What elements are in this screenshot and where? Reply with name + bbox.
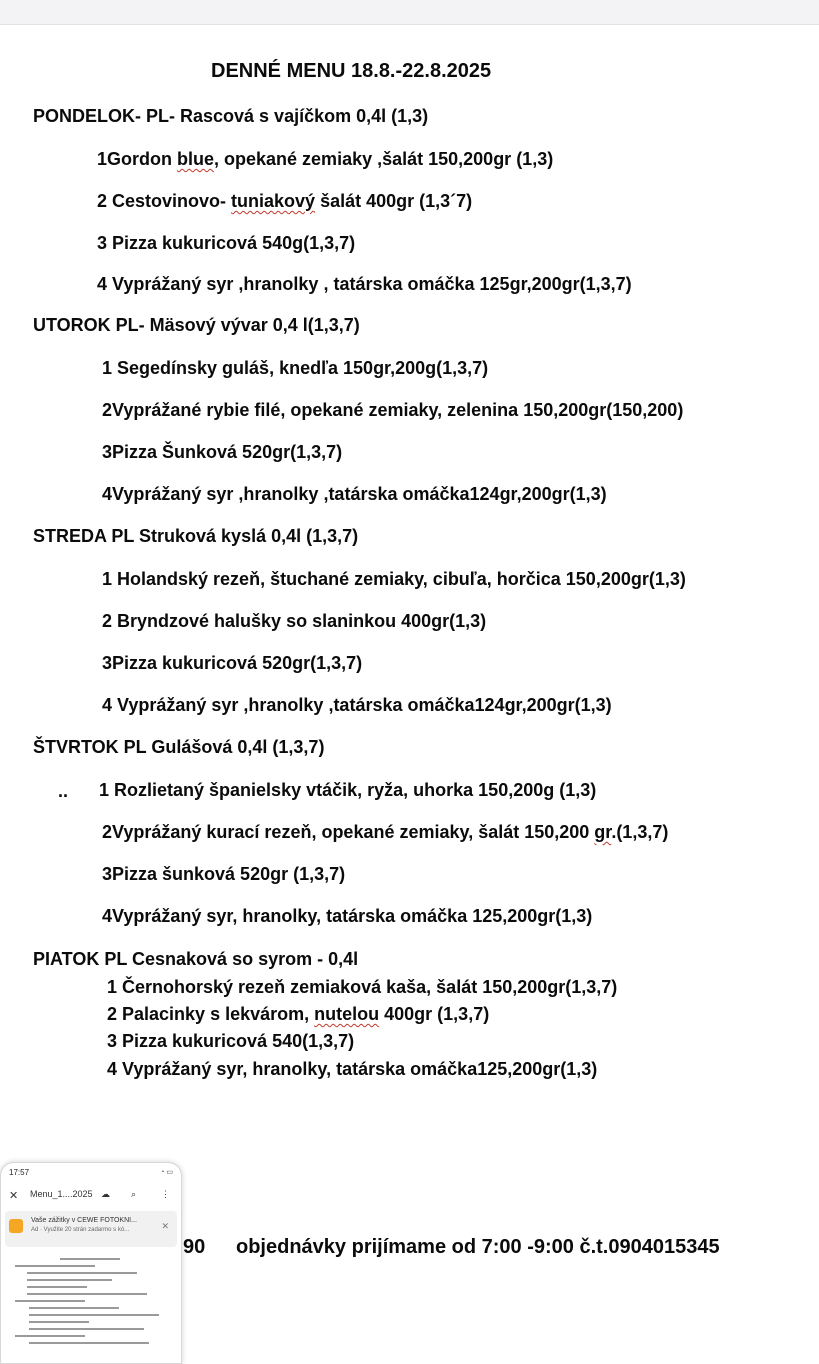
monday-item-3: 3 Pizza kukuricová 540g(1,3,7) [97,233,356,253]
friday-item-1: 1 Černohorský rezeň zemiaková kaša, šalát 150,200gr(1,3,7) [107,977,618,997]
thursday-dots: .. [58,781,69,801]
document-thumbnail[interactable] [0,1162,182,1364]
monday-item-1: 1Gordon blue, opekané zemiaky ,šalát 150,200gr (1,3) [97,149,554,169]
wednesday-item-2: 2 Bryndzové halušky so slaninkou 400gr(1,3) [102,611,487,631]
close-icon[interactable]: ✕ [9,1190,19,1202]
cloud-icon[interactable]: ☁ [101,1189,110,1199]
ad-banner[interactable] [5,1211,177,1247]
thumbnail-time: 17:57 [9,1168,30,1177]
thumbnail-toolbar [1,1183,181,1207]
ad-subtitle: Ad · Využite 20 strán zadarmo s kó... [31,1227,130,1233]
thursday-header: ŠTVRTOK PL Gulášová 0,4l (1,3,7) [33,737,325,757]
friday-item-2: 2 Palacinky s lekvárom, nutelou 400gr (1,3,7) [107,1004,490,1024]
monday-item-4: 4 Vyprážaný syr ,hranolky , tatárska omáčka 125gr,200gr(1,3,7) [97,274,632,294]
tuesday-header: UTOROK PL- Mäsový vývar 0,4 l(1,3,7) [33,315,360,335]
thursday-item-2: 2Vyprážaný kurací rezeň, opekané zemiaky, šalát 150,200 gr.(1,3,7) [102,822,669,842]
ad-badge-icon [9,1219,23,1233]
menu-title: DENNÉ MENU 18.8.-22.8.2025 [211,60,492,82]
tuesday-item-1: 1 Segedínsky guláš, knedľa 150gr,200g(1,3,7) [102,358,489,378]
battery-icon: ◔ ▭ [160,1169,173,1176]
monday-item-2: 2 Cestovinovo- tuniakový šalát 400gr (1,3´7) [97,191,473,211]
wednesday-header: STREDA PL Struková kyslá 0,4l (1,3,7) [33,526,359,546]
thursday-item-4: 4Vyprážaný syr, hranolky, tatárska omáčka 125,200gr(1,3) [102,906,593,926]
ad-close-icon[interactable]: ✕ [161,1221,169,1231]
wednesday-item-3: 3Pizza kukuricová 520gr(1,3,7) [102,653,363,673]
order-info: objednávky prijímame od 7:00 -9:00 č.t.0904015345 [236,1236,720,1258]
tuesday-item-3: 3Pizza Šunková 520gr(1,3,7) [102,442,343,462]
thumbnail-page-preview [15,1253,165,1349]
tuesday-item-4: 4Vyprážaný syr ,hranolky ,tatárska omáčka124gr,200gr(1,3) [102,484,607,504]
footer-number-fragment: 90 [183,1236,206,1258]
search-icon[interactable]: ⌕ [131,1189,137,1199]
friday-item-3: 3 Pizza kukuricová 540(1,3,7) [107,1031,355,1051]
wednesday-item-4: 4 Vyprážaný syr ,hranolky ,tatárska omáčka124gr,200gr(1,3) [102,695,612,715]
thumbnail-status-bar [9,1168,173,1180]
thursday-item-1: 1 Rozlietaný španielsky vtáčik, ryža, uhorka 150,200g (1,3) [99,780,597,800]
more-vert-icon[interactable]: ⋮ [161,1189,170,1199]
friday-item-4: 4 Vyprážaný syr, hranolky, tatárska omáčka125,200gr(1,3) [107,1059,598,1079]
monday-header: PONDELOK- PL- Rascová s vajíčkom 0,4l (1,3) [33,106,429,126]
wednesday-item-1: 1 Holandský rezeň, štuchané zemiaky, cibuľa, horčica 150,200gr(1,3) [102,569,686,589]
thursday-item-3: 3Pizza šunková 520gr (1,3,7) [102,864,346,884]
top-bar [0,0,819,25]
ad-title: Vaše zážitky v CEWE FOTOKNI... [31,1217,137,1224]
tuesday-item-2: 2Vyprážané rybie filé, opekané zemiaky, zelenina 150,200gr(150,200) [102,400,684,420]
friday-header: PIATOK PL Cesnaková so syrom - 0,4l [33,949,359,969]
thumbnail-filename: Menu_1....2025 [30,1189,93,1199]
